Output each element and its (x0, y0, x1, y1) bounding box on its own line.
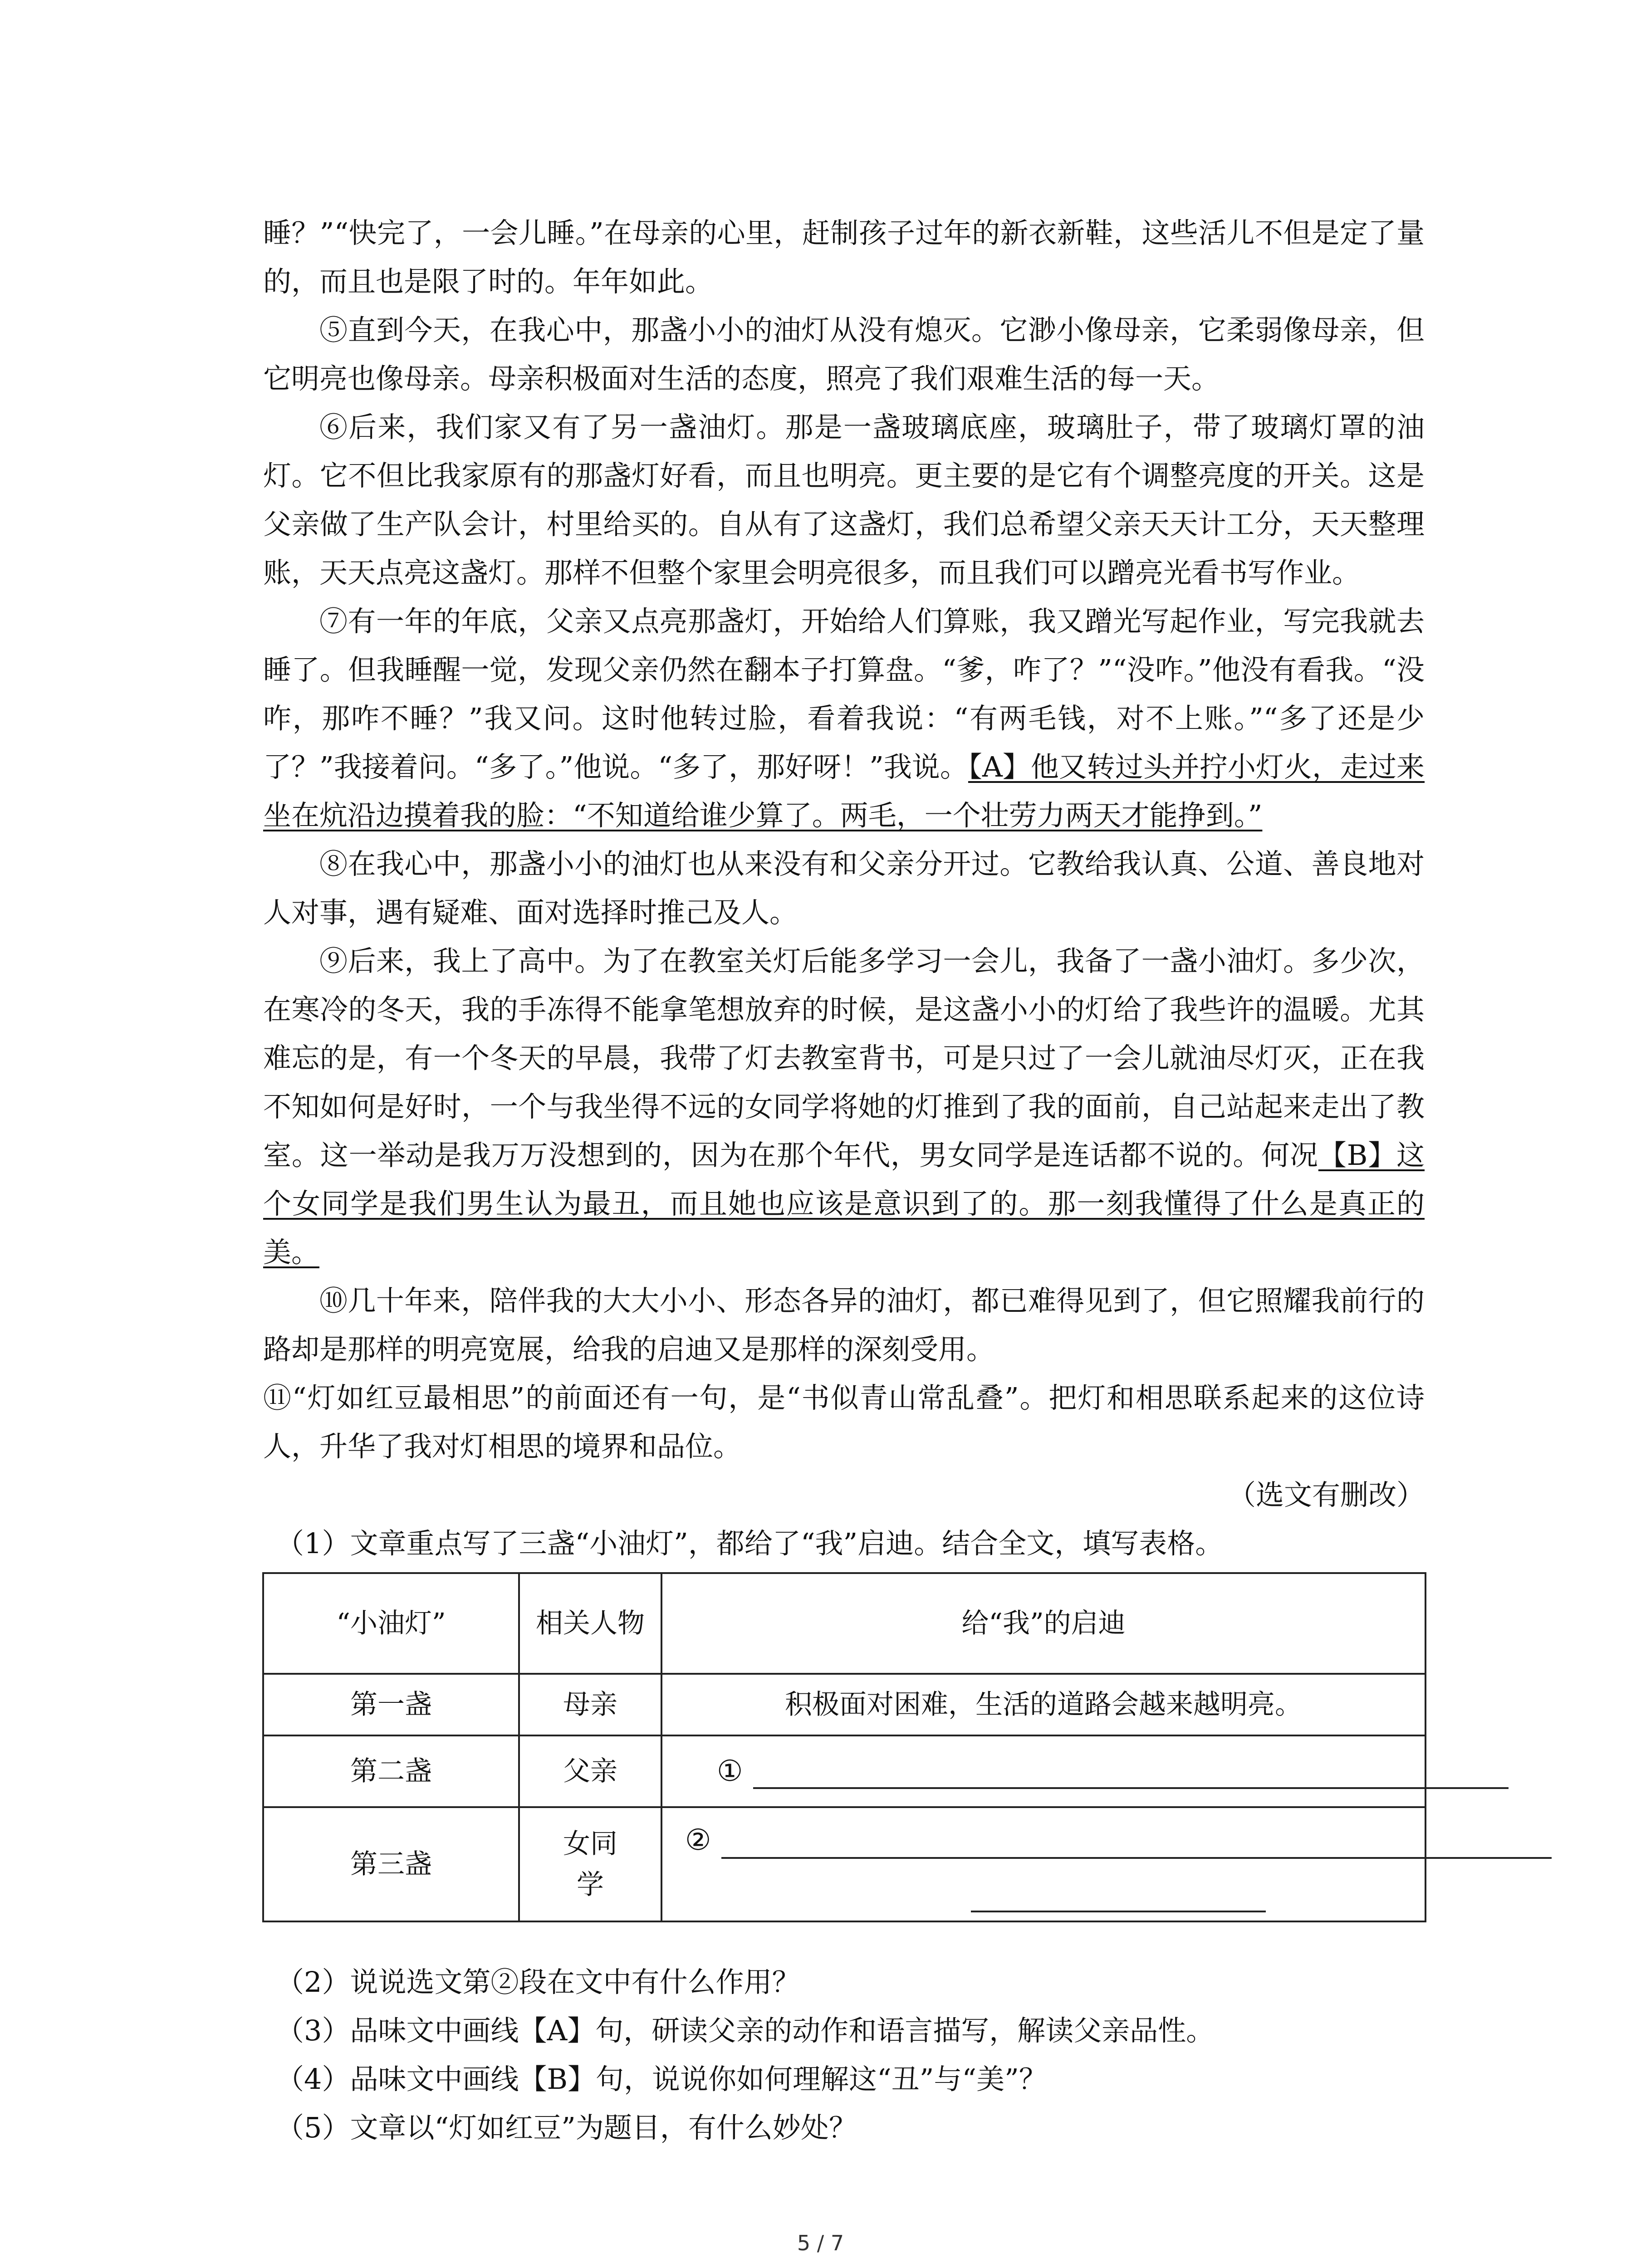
paragraph-6: ⑥后来，我们家又有了另一盏油灯。那是一盏玻璃底座，玻璃肚子，带了玻璃灯罩的油灯。它不但比我家原有的那盏灯好看，而且也明亮。更主要的是它有个调整亮度的开关。这是父亲做了生产队会计，村里给买的。自从有了这盏灯，我们总希望父亲天天计工分，天天整理账，天天点亮这盏灯。那样不但整个家里会明亮很多，而且我们可以蹭亮光看书写作业。 (263, 411, 1425, 589)
answer-line[interactable] (721, 1857, 1552, 1859)
page-number: 5 / 7 (797, 2231, 844, 2255)
question-4: （4）品味文中画线【B】句，说说你如何理解这“丑”与“美”？ (276, 2063, 1047, 2096)
header-person: 相关人物 (519, 1573, 661, 1674)
paragraph-5: ⑤直到今天，在我心中，那盏小小的油灯从没有熄灭。它渺小像母亲，它柔弱像母亲，但它明亮也像母亲。母亲积极面对生活的态度，照亮了我们艰难生活的每一天。 (263, 313, 1425, 395)
paragraph-7 (263, 597, 1425, 840)
person-cell: 女同学 (519, 1807, 661, 1921)
paragraph-7-text: ⑦有一年的年底，父亲又点亮那盏灯，开始给人们算账，我又蹭光写起作业，写完我就去睡了。但我睡醒一觉，发现父亲仍然在翻本子打算盘。“爹，咋了？”“没咋。”他没有看我。“没咋，那咋不睡？”我又问。这时他转过脸，看着我说：“有两毛钱，对不上账。”“多了还是少了？”我接着问。“多了。”他说。“多了，那好呀！”我说。 (263, 605, 1425, 783)
table-row (263, 1807, 1425, 1921)
paragraph-11: ⑪“灯如红豆最相思”的前面还有一句，是“书似青山常乱叠”。把灯和相思联系起来的这位诗人，升华了我对灯相思的境界和品位。 (263, 1381, 1425, 1463)
underlined-sentence-a: 【A】他又转过头并拧小灯火，走过来坐在炕沿边摸着我的脸：“不知道给谁少算了。两毛，一个壮劳力两天才能挣到。” (263, 750, 1425, 832)
paragraph-10: ⑩几十年来，陪伴我的大大小小、形态各异的油灯，都已难得见到了，但它照耀我前行的路却是那样的明亮宽展，给我的启迪又是那样的深刻受用。 (263, 1284, 1425, 1366)
table-row (263, 1735, 1425, 1807)
underlined-sentence-b: 【B】这个女同学是我们男生认为最丑，而且她也应该是意识到了的。那一刻我懂得了什么是真正的美。 (263, 1139, 1425, 1269)
answer-table (262, 1572, 1426, 1922)
source-note: （选文有删改） (1227, 1478, 1425, 1511)
reading-passage (263, 209, 1425, 2152)
lamp-cell: 第一盏 (263, 1674, 519, 1735)
blank-number-2: ② (685, 1823, 711, 1857)
question-3: （3）品味文中画线【A】句，研读父亲的动作和语言描写，解读父亲品性。 (276, 2014, 1215, 2047)
blank-number-1: ① (717, 1755, 743, 1788)
question-2: （2）说说选文第②段在文中有什么作用？ (276, 1965, 800, 1999)
header-lamp: “小油灯” (263, 1573, 519, 1674)
question-5: （5）文章以“灯如红豆”为题目，有什么妙处？ (276, 2111, 857, 2144)
question-1: （1）文章重点写了三盏“小油灯”，都给了“我”启迪。结合全文，填写表格。 (276, 1527, 1224, 1560)
table-header-row (263, 1573, 1425, 1674)
answer-line[interactable] (971, 1911, 1266, 1912)
answer-blank-cell-2[interactable] (661, 1807, 1425, 1921)
paragraph-9 (263, 937, 1425, 1276)
paragraph-continued: 睡？”“快完了，一会儿睡。”在母亲的心里，赶制孩子过年的新衣新鞋，这些活儿不但是定了量的，而且也是限了时的。年年如此。 (263, 216, 1425, 298)
paragraph-8: ⑧在我心中，那盏小小的油灯也从来没有和父亲分开过。它教给我认真、公道、善良地对人对事，遇有疑难、面对选择时推己及人。 (263, 847, 1425, 929)
person-cell: 父亲 (519, 1735, 661, 1807)
answer-blank-cell-1[interactable] (661, 1735, 1425, 1807)
table-row (263, 1674, 1425, 1735)
paragraph-9-text: ⑨后来，我上了高中。为了在教室关灯后能多学习一会儿，我备了一盏小油灯。多少次，在寒冷的冬天，我的手冻得不能拿笔想放弃的时候，是这盏小小的灯给了我些许的温暖。尤其难忘的是，有一个冬天的早晨，我带了灯去教室背书，可是只过了一会儿就油尽灯灭，正在我不知如何是好时，一个与我坐得不远的女同学将她的灯推到了我的面前，自己站起来走出了教室。这一举动是我万万没想到的，因为在那个年代，男女同学是连话都不说的。何况 (263, 944, 1425, 1172)
lamp-cell: 第二盏 (263, 1735, 519, 1807)
answer-line[interactable] (753, 1787, 1509, 1789)
lamp-cell: 第三盏 (263, 1807, 519, 1921)
person-cell: 母亲 (519, 1674, 661, 1735)
header-insight: 给“我”的启迪 (661, 1573, 1425, 1674)
insight-cell: 积极面对困难，生活的道路会越来越明亮。 (661, 1674, 1425, 1735)
